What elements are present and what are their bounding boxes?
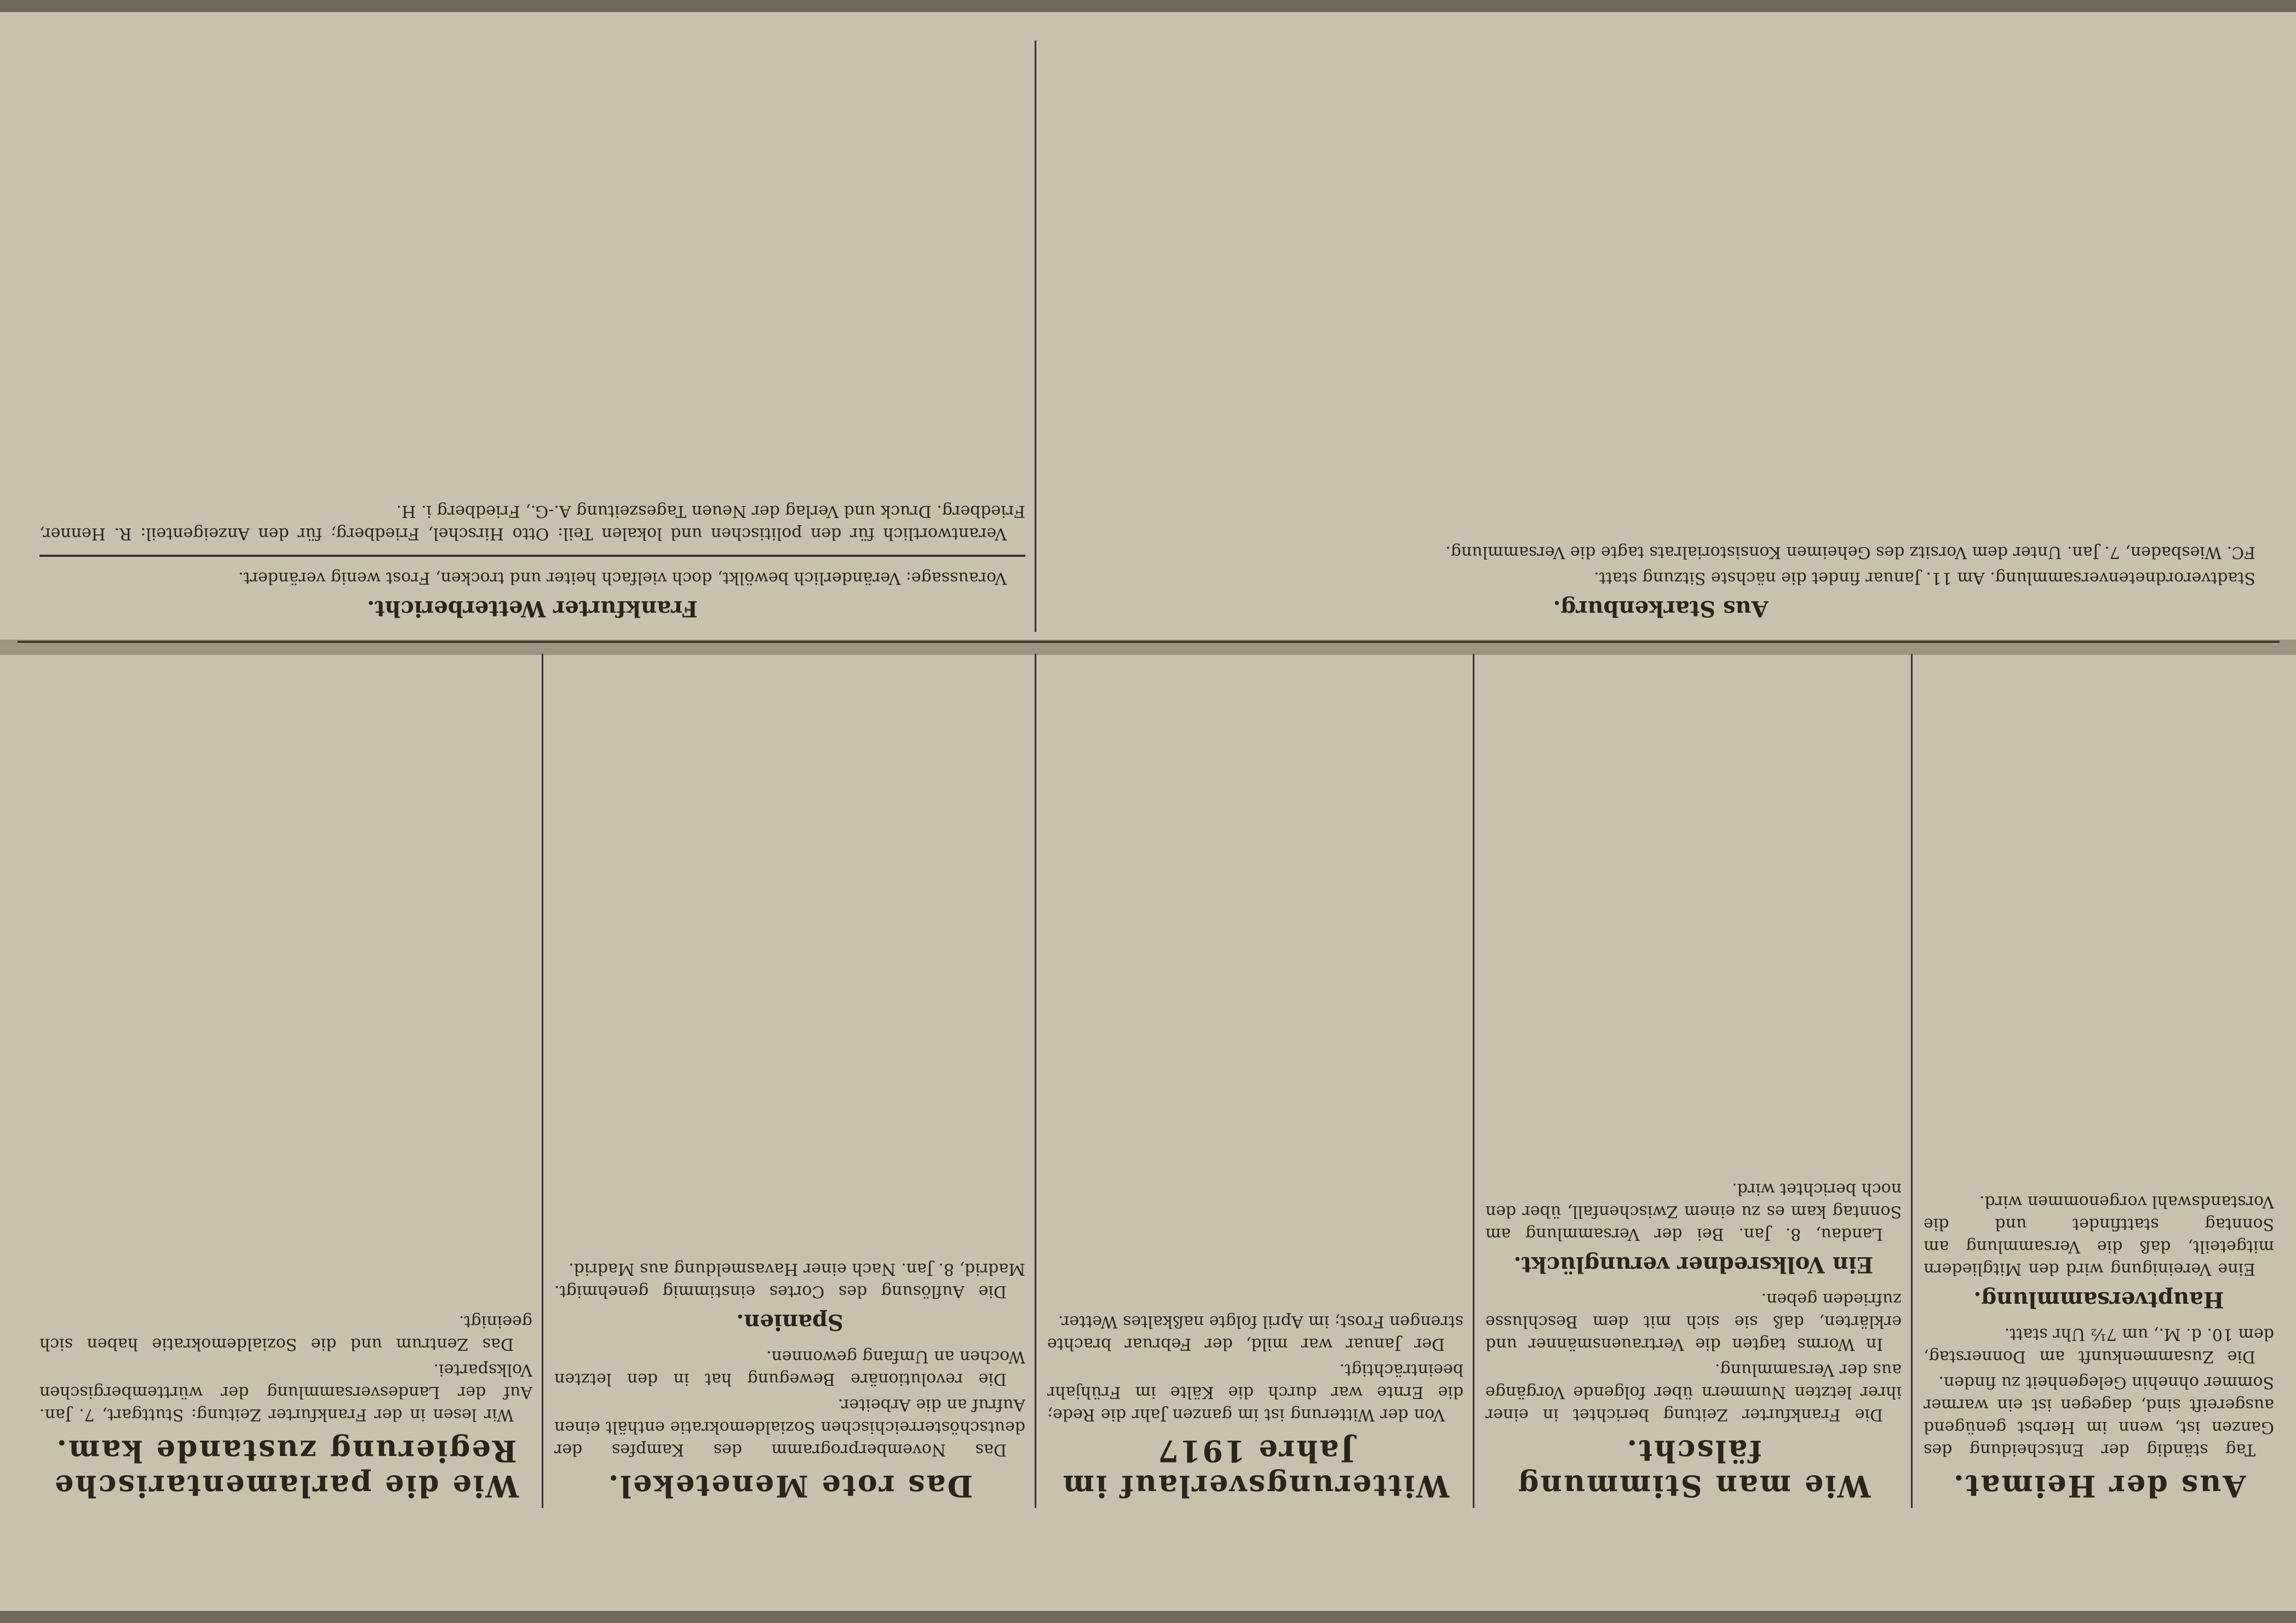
column-rule — [542, 654, 543, 1508]
column-5 — [39, 654, 532, 1508]
column-3-heading-1: Witterungsverlauf im Jahre 1917 — [1061, 1434, 1450, 1504]
column-2-para-2: In Worms tagten die Vertrauensmänner und erklärten, daß sie sich mit dem Beschlusse zufrieden geben. — [1485, 1290, 1902, 1354]
column-2-heading-1: Wie man Stimmung fälscht. — [1516, 1434, 1871, 1504]
column-1-heading-1: Aus der Heimat. — [1951, 1469, 2246, 1504]
column-4-para-3: Die Auflösung des Cortes einstimmig genehmigt. Madrid, 8. Jan. Nach einer Havasmeldung aus Madrid. — [554, 1259, 1025, 1301]
column-4-heading-1: Das rote Menetekel. — [606, 1469, 973, 1504]
column-2-para-1: Die Frankfurter Zeitung berichtet in einer ihrer letzten Nummern über folgende Vorgänge aus der Versammlung. — [1485, 1360, 1902, 1424]
local-news-heading: Aus Starkenburg. — [1553, 596, 1769, 621]
column-2-para-3: Landau, 8. Jan. Bei der Versammlung am Sonntag kam es zu einem Zwischenfall, über den noch berichtet wird. — [1485, 1179, 1902, 1244]
column-1-para-2: Die Zusammenkunft am Donnerstag, dem 10. d. M., um 7½ Uhr statt. — [1924, 1325, 2274, 1366]
column-4 — [554, 654, 1025, 1508]
column-1 — [1924, 654, 2274, 1508]
column-4-heading-2: Spanien. — [736, 1309, 843, 1335]
paper-fold — [0, 640, 2296, 655]
column-5-para-1: Wir lesen in der Frankfurter Zeitung: Stuttgart, 7. Jan. Auf der Landesversammlung der württembergischen Volkspartei. — [39, 1360, 532, 1424]
weather-forecast: Voraussage: Veränderlich bewölkt, doch vielfach heiter und trocken, Frost wenig verändert. — [238, 568, 1007, 588]
column-1-para-1: Tag ständig der Entscheidung des Ganzen ist, wenn im Herbst genügend ausgereift sind, dagegen ist ein warmer Sommer ohnehin Gelegenheit zu finden. — [1924, 1373, 2274, 1459]
column-1-heading-2: Hauptversammlung. — [1973, 1287, 2224, 1313]
imprint-rule — [39, 555, 1025, 557]
imprint: Verantwortlich für den politischen und lokalen Teil: Otto Hirschel, Friedberg; für den Anzeigenteil: R. Henner, Friedberg. Druck und Verlag der Neuen Tageszeitung A.-G., Friedberg i. H. — [39, 502, 1025, 543]
column-2-heading-2: Ein Volksredner verunglückt. — [1513, 1252, 1874, 1277]
local-news-para-2: FC. Wiesbaden, 7. Jan. Unter dem Vorsitz des Geheimen Konsistorialrats tagte die Versammlung. — [1445, 543, 2255, 562]
column-3-para-1: Von der Witterung ist im ganzen Jahr die Rede; die Ernte war durch die Kälte im Frühjahr beeinträchtigt. — [1047, 1360, 1463, 1424]
weather-imprint — [39, 41, 1025, 632]
column-5-heading-1: Wie die parlamentarische Regierung zustande kam. — [53, 1434, 519, 1504]
column-5-para-2: Das Zentrum und die Sozialdemokratie haben sich geeinigt. — [39, 1312, 532, 1354]
local-news — [1047, 41, 2274, 632]
weather-heading: Frankfurter Wetterbericht. — [367, 596, 698, 621]
column-1-para-3: Eine Vereinigung wird den Mitgliedern mitgeteilt, daß die Versammlung am Sonntag stattfindet und die Vorstandswahl vorgenommen wird. — [1924, 1192, 2274, 1279]
column-rule — [1473, 654, 1474, 1508]
column-4-para-1: Das Novemberprogramm des Kampfes der deutschösterreichischen Sozialdemokratie enthält einen Aufruf an die Arbeiter. — [554, 1395, 1025, 1459]
column-rule — [1035, 654, 1036, 1508]
column-rule — [1035, 41, 1036, 632]
column-3-para-2: Der Januar war mild, der Februar brachte strengen Frost; im April folgte naßkaltes Wetter. — [1047, 1312, 1463, 1354]
column-rule — [1911, 654, 1913, 1508]
column-3 — [1047, 654, 1463, 1508]
local-news-para-1: Stadtverordnetenversammlung. Am 11. Januar findet die nächste Sitzung statt. — [1594, 568, 2255, 588]
column-2 — [1485, 654, 1902, 1508]
column-4-para-2: Die revolutionäre Bewegung hat in den letzten Wochen an Umfang gewonnen. — [554, 1347, 1025, 1389]
